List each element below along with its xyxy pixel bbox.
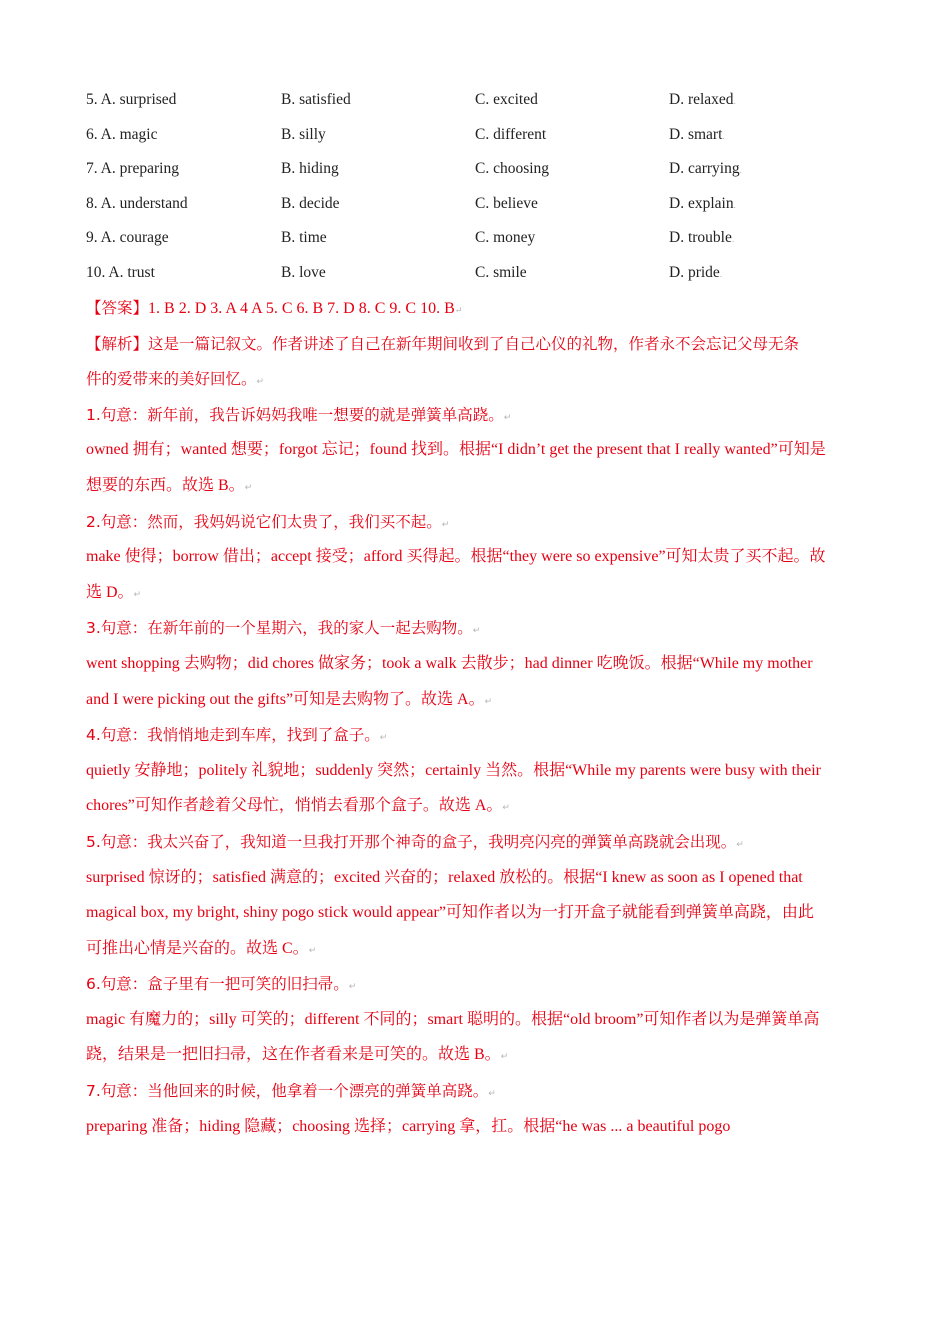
option-d: D. relaxed. [669,91,736,108]
option-c: C. believe [475,194,538,212]
q5-words: surprised 惊讶的；satisfied 满意的；excited 兴奋的；relaxed 放松的。根据“I knew as soon as I opened that [86,868,803,886]
q5-cont: magical box, my bright, shiny pogo stick would appear”可知作者以为一打开盒子就能看到弹簧单高跷，由此 [86,904,814,922]
option-a: 9. A. courage [86,229,169,246]
analysis-line-1 [86,331,876,367]
option-b: B. satisfied [281,91,351,108]
paragraph-mark: . [733,199,736,210]
paragraph-mark: ↵ [379,733,388,744]
q2-cont: 选 D。↵ [86,583,142,601]
option-a: 6. A. magic [86,125,158,143]
paragraph-mark: ↵ [484,695,493,706]
paragraph-mark: . [719,268,723,279]
option-d: D. explain. [669,194,736,212]
q1-cont: 想要的东西。故选 B。↵ [86,476,253,494]
option-d: D. pride. [669,263,723,281]
option-row-10 [86,261,786,296]
analysis-label: 【解析】 [86,334,149,353]
q4-cont: chores”可知作者趁着父母忙，悄悄去看那个盒子。故选 A。↵ [86,797,510,815]
answer-line [86,295,876,331]
options-block [86,88,786,295]
option-row-7 [86,157,786,192]
option-b: B. love [281,263,326,281]
q5-sentence: 5.句意：我太兴奋了，我知道一旦我打开那个神奇的盒子，我明亮闪亮的弹簧单高跷就会出现。↵ [86,832,744,851]
paragraph-mark: ↵ [454,305,463,315]
paragraph-mark: ↵ [503,412,512,423]
q3-words: went shopping 去购物；did chores 做家务；took a walk 去散步；had dinner 吃晚饭。根据“While my mother [86,654,813,672]
analysis-line-2: 件的爱带来的美好回忆。↵ [86,370,265,389]
option-row-8 [86,192,786,227]
paragraph-mark: ↵ [502,802,510,813]
q6-cont: 跷，结果是一把旧扫帚，这在作者看来是可笑的。故选 B。↵ [86,1046,509,1064]
paragraph-mark: ↵ [133,588,142,599]
option-b: B. decide [281,194,340,212]
option-b: B. silly [281,125,326,143]
explanation-block [86,295,876,1149]
paragraph-mark: ↵ [308,944,317,955]
q1-words: owned 拥有；wanted 想要；forgot 忘记；found 找到。根据“I didn’t get the present that I really wanted”可知是 [86,441,826,459]
answer-text: 1. B 2. D 3. A 4 A 5. C 6. B 7. D 8. C 9. C 10. B [148,300,455,317]
q4-sentence: 4.句意：我悄悄地走到车库，找到了盒子。↵ [86,726,388,745]
paragraph-mark: ↵ [736,839,744,850]
paragraph-mark: . [722,130,725,141]
paragraph-mark: ↵ [348,982,357,993]
option-a: 5. A. surprised [86,91,177,108]
option-c: C. different [475,125,547,143]
paragraph-mark: ↵ [256,377,265,388]
option-d: D. trouble. [669,229,735,246]
paragraph-mark: . [731,234,735,244]
option-b: B. hiding [281,160,339,177]
paragraph-mark: ↵ [472,626,481,637]
q5-cont2: 可推出心情是兴奋的。故选 C。↵ [86,939,317,957]
q2-sentence: 2.句意：然而，我妈妈说它们太贵了，我们买不起。↵ [86,512,450,531]
q7-words: preparing 准备；hiding 隐藏；choosing 选择；carrying 拿，扛。根据“he was ... a beautiful pogo [86,1117,731,1135]
option-d: D. smart. [669,125,725,143]
paragraph-mark: ↵ [488,1089,496,1100]
option-c: C. smile [475,263,527,281]
option-c: C. money [475,229,536,246]
q3-sentence: 3.句意：在新年前的一个星期六，我的家人一起去购物。↵ [86,619,481,638]
option-a: 7. A. preparing [86,160,179,177]
answer-label: 【答案】 [86,299,149,317]
q1-sentence: 1.句意：新年前，我告诉妈妈我唯一想要的就是弹簧单高跷。↵ [86,405,512,424]
paragraph-mark: ↵ [441,519,450,530]
q4-words: quietly 安静地；politely 礼貌地；suddenly 突然；certainly 当然。根据“While my parents were busy with their [86,761,821,779]
q6-sentence: 6.句意：盒子里有一把可笑的旧扫帚。↵ [86,975,357,994]
option-c: C. choosing [475,160,550,177]
analysis-text: 这是一篇记叙文。作者讲述了自己在新年期间收到了自己心仪的礼物，作者永不会忘记父母无条 [148,334,800,353]
paragraph-mark: . [733,96,736,106]
option-d: D. carrying. [669,160,742,177]
option-row-5 [86,88,786,123]
paragraph-mark: ↵ [244,481,253,492]
option-a: 8. A. understand [86,194,188,212]
paragraph-mark: ↵ [500,1051,509,1062]
paragraph-mark: . [739,165,742,175]
option-c: C. excited [475,91,538,108]
q3-cont: and I were picking out the gifts”可知是去购物了。故选 A。↵ [86,690,493,708]
option-a: 10. A. trust [86,263,155,281]
option-b: B. time [281,229,327,246]
q6-words: magic 有魔力的；silly 可笑的；different 不同的；smart 聪明的。根据“old broom”可知作者以为是弹簧单高 [86,1010,820,1028]
option-row-6 [86,123,786,158]
q2-words: make 使得；borrow 借出；accept 接受；afford 买得起。根据“they were so expensive”可知太贵了买不起。故 [86,548,826,566]
option-row-9 [86,226,786,261]
q7-sentence: 7.句意：当他回来的时候，他拿着一个漂亮的弹簧单高跷。↵ [86,1082,496,1101]
